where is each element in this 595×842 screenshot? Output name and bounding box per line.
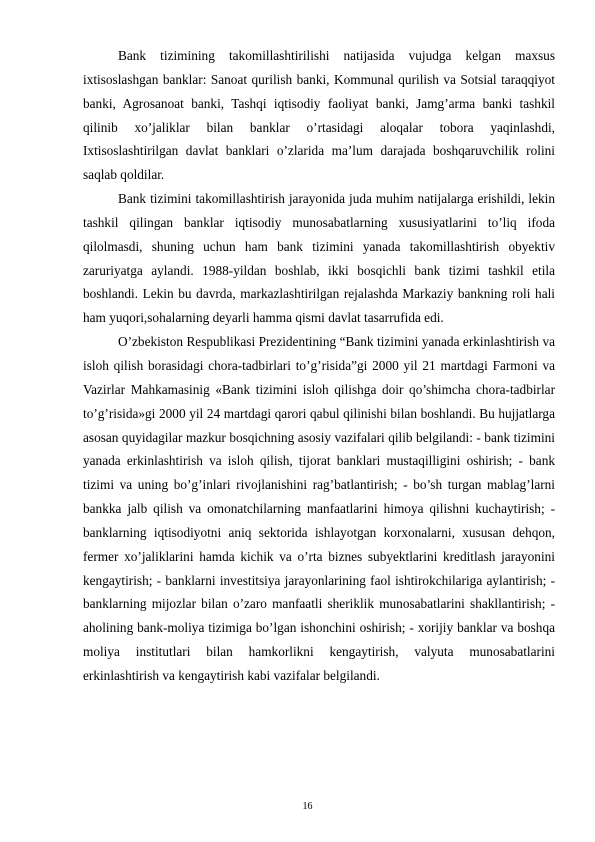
page-number: 16 [302, 801, 313, 812]
paragraph-1: Bank tizimining takomillashtirilishi natijasida vujudga kelgan maxsus ixtisoslashgan banklar: Sanoat qurilish banki, Kommunal qurilish va Sotsial taraqqiyot banki, Agrosanoat banki, Tashqi iqtisodiy faoliyat banki, Jamg’arma banki tashkil qilinib xo’jaliklar bilan banklar o’rtasidagi aloqalar tobora yaqinlashdi, Ixtisoslashtirilgan davlat banklari o’zlarida ma’lum darajada boshqaruvchilik rolini saqlab qoldilar. [83, 48, 555, 183]
paragraph-3: O’zbekiston Respublikasi Prezidentining “Bank tizimini yanada erkinlashtirish va isloh qilish borasidagi chora-tadbirlari to’g’risida”gi 2000 yil 21 martdagi Farmoni va Vazirlar Mahkamasinig «Bank tizimini isloh qilishga doir qo’shimcha chora-tadbirlar to’g’risida»gi 2000 yil 24 martdagi qarori qabul qilinishi bilan boshlandi. Bu hujjatlarga asosan quyidagilar mazkur bosqichning asosiy vazifalari qilib belgilandi: - bank tizimini yanada erkinlashtirish va isloh qilish, tijorat banklari mustaqilligini oshirish; - bank tizimi va uning bo’g’inlari rivojlanishini rag’batlantirish; - bo’sh turgan mablag’larni bankka jalb qilish va omonatchilarning manfaatlarini himoya qilishni kuchaytirish; - banklarning iqtisodiyotni aniq sektorida ishlayotgan korxonalarni, xususan dehqon, fermer xo’jaliklarini hamda kichik va o’rta biznes subyektlarini kreditlash jarayonini kengaytirish; - banklarni investitsiya jarayonlarining faol ishtirokchilariga aylantirish; - banklarning mijozlar bilan o’zaro manfaatli sheriklik munosabatlarini shakllantirish; - aholining bank-moliya tizimiga bo’lgan ishonchini oshirish; - xorijiy banklar va boshqa moliya institutlari bilan hamkorlikni kengaytirish, valyuta munosabatlarini erkinlashtirish va kengaytirish kabi vazifalar belgilandi. [83, 334, 555, 683]
paragraph-2: Bank tizimini takomillashtirish jarayonida juda muhim natijalarga erishildi, lekin tashkil qilingan banklar iqtisodiy munosabatlarning xususiyatlarini to’liq ifoda qilolmasdi, shuning uchun ham bank tizimini yanada takomillashtirish obyektiv zaruriyatga aylandi. 1988-yildan boshlab, ikki bosqichli bank tizimi tashkil etila boshlandi. Lekin bu davrda, markazlashtirilgan rejalashda Markaziy bankning roli hali ham yuqori,sohalarning deyarli hamma qismi davlat tasarrufida edi. [83, 191, 555, 326]
document-body [83, 44, 555, 688]
